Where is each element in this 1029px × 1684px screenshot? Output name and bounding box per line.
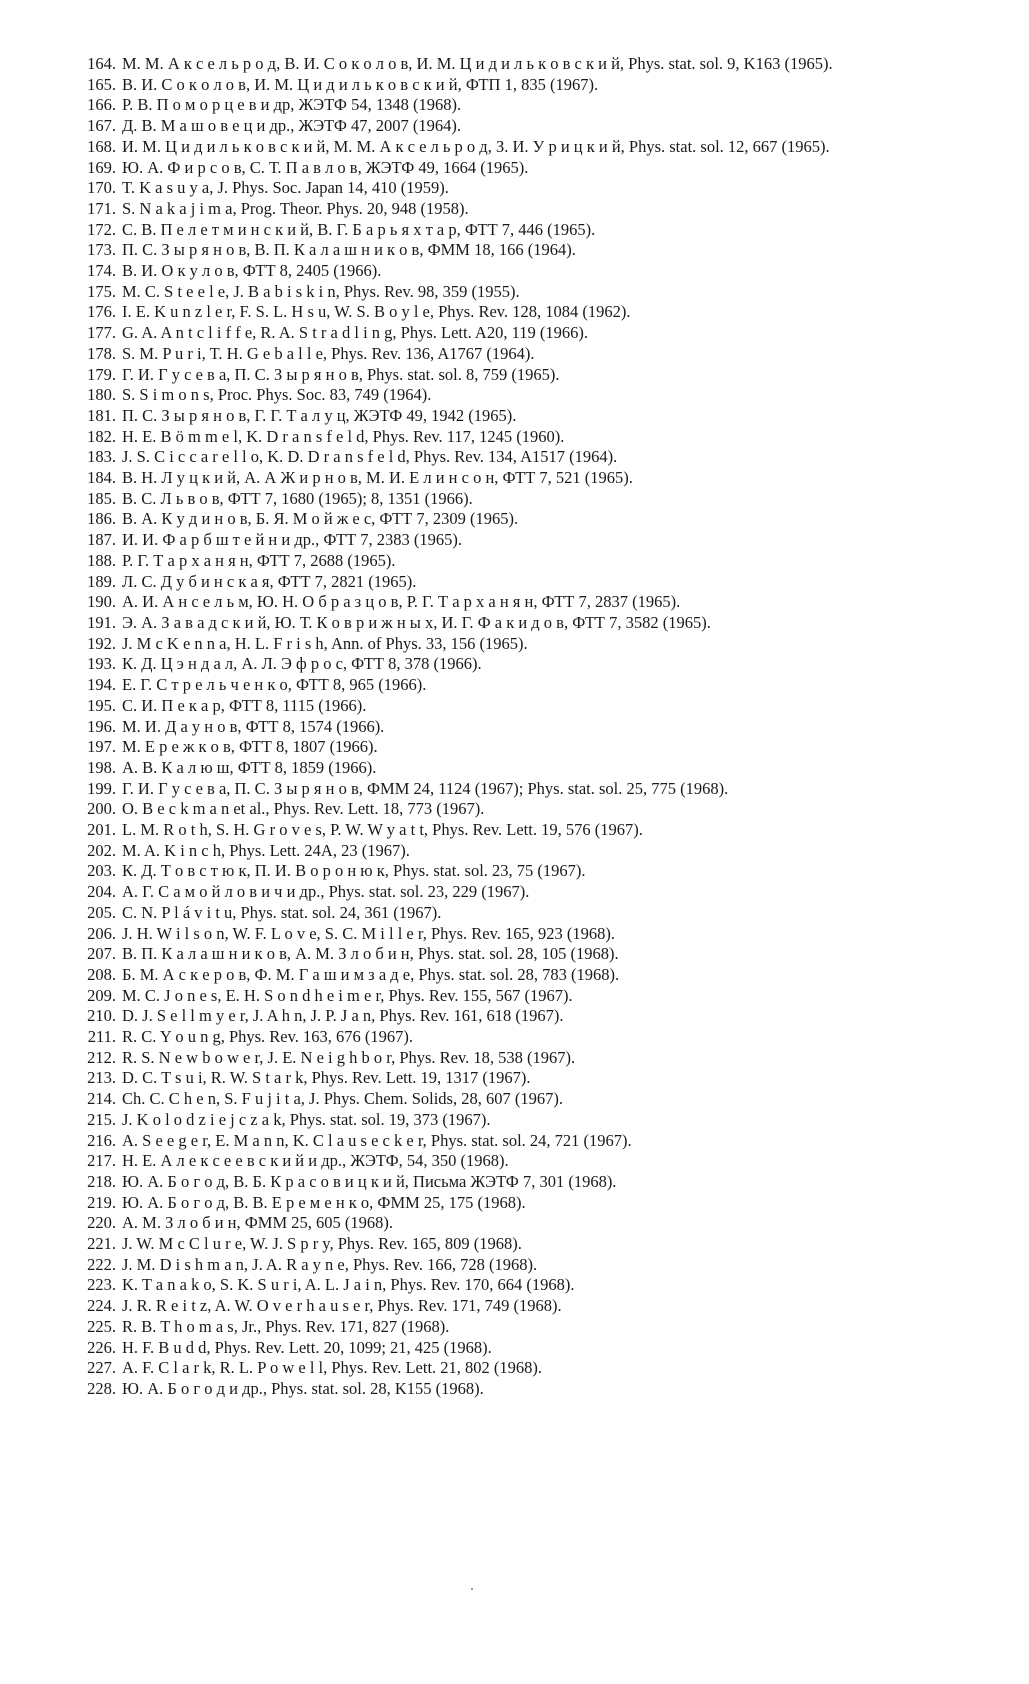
reference-number: 180.: [87, 385, 116, 405]
reference-text: L. M. R o t h, S. H. G r o v e s, P. W. W y a t t, Phys. Rev. Lett. 19, 576 (1967).: [122, 820, 643, 840]
reference-list: [70, 54, 972, 1400]
reference-item: [70, 675, 972, 696]
reference-number: 173.: [87, 240, 116, 260]
reference-text: С. В. П е л е т м и н с к и й, В. Г. Б а р ь я х т а р, ФТТ 7, 446 (1965).: [122, 219, 596, 239]
reference-text: S. S i m o n s, Proc. Phys. Soc. 83, 749 (1964).: [122, 385, 432, 405]
reference-number: 224.: [87, 1296, 116, 1316]
reference-text: М. И. Д а у н о в, ФТТ 8, 1574 (1966).: [122, 716, 385, 736]
reference-number: 185.: [87, 488, 116, 508]
reference-item: [70, 779, 972, 800]
reference-number: 171.: [87, 198, 116, 218]
reference-number: 192.: [87, 633, 116, 653]
reference-number: 207.: [87, 944, 116, 964]
reference-text: Р. В. П о м о р ц е в и др, ЖЭТФ 54, 1348 (1968).: [122, 95, 462, 115]
reference-text: В. А. К у д и н о в, Б. Я. М о й ж е с, ФТТ 7, 2309 (1965).: [122, 509, 519, 529]
reference-number: 176.: [87, 302, 116, 322]
reference-text: D. C. T s u i, R. W. S t a r k, Phys. Rev. Lett. 19, 1317 (1967).: [122, 1068, 531, 1088]
reference-text: K. T a n a k o, S. K. S u r i, A. L. J a i n, Phys. Rev. 170, 664 (1968).: [122, 1275, 575, 1295]
reference-text: O. B e c k m a n et al., Phys. Rev. Lett. 18, 773 (1967).: [122, 799, 485, 819]
reference-text: Ch. C. C h e n, S. F u j i t a, J. Phys. Chem. Solids, 28, 607 (1967).: [122, 1089, 563, 1109]
reference-number: 199.: [87, 778, 116, 798]
reference-item: [70, 572, 972, 593]
reference-item: [70, 986, 972, 1007]
reference-text: J. W. M c C l u r e, W. J. S p r y, Phys. Rev. 165, 809 (1968).: [122, 1234, 522, 1254]
reference-text: C. N. P l á v i t u, Phys. stat. sol. 24, 361 (1967).: [122, 902, 442, 922]
reference-number: 174.: [87, 261, 116, 281]
reference-text: Ю. А. Б о г о д, В. В. Е р е м е н к о, ФММ 25, 175 (1968).: [122, 1192, 526, 1212]
reference-item: [70, 696, 972, 717]
reference-text: Ю. А. Ф и р с о в, С. Т. П а в л о в, ЖЭТФ 49, 1664 (1965).: [122, 157, 529, 177]
reference-text: И. М. Ц и д и л ь к о в с к и й, М. М. А к с е л ь р о д, З. И. У р и ц к и й, Phys. stat. sol. 12, 667 (1965).: [122, 136, 830, 156]
reference-number: 178.: [87, 343, 116, 363]
reference-number: 198.: [87, 757, 116, 777]
reference-item: [70, 551, 972, 572]
reference-text: Е. Г. С т р е л ь ч е н к о, ФТТ 8, 965 (1966).: [122, 675, 427, 695]
reference-text: Ю. А. Б о г о д и др., Phys. stat. sol. 28, K155 (1968).: [122, 1379, 484, 1398]
reference-item: [70, 861, 972, 882]
reference-number: 228.: [87, 1379, 116, 1398]
reference-item: [70, 427, 972, 448]
reference-number: 168.: [87, 136, 116, 156]
reference-item: [70, 1255, 972, 1276]
reference-text: П. С. З ы р я н о в, В. П. К а л а ш н и к о в, ФММ 18, 166 (1964).: [122, 240, 576, 260]
reference-text: Г. И. Г у с е в а, П. С. З ы р я н о в, ФММ 24, 1124 (1967); Phys. stat. sol. 25, 775 (1968).: [122, 778, 729, 798]
reference-item: [70, 1193, 972, 1214]
reference-number: 190.: [87, 592, 116, 612]
reference-number: 217.: [87, 1151, 116, 1171]
reference-text: J. H. W i l s o n, W. F. L o v e, S. C. M i l l e r, Phys. Rev. 165, 923 (1968).: [122, 923, 616, 943]
reference-item: [70, 468, 972, 489]
reference-number: 175.: [87, 281, 116, 301]
reference-item: [70, 509, 972, 530]
reference-number: 214.: [87, 1089, 116, 1109]
reference-number: 212.: [87, 1047, 116, 1067]
reference-item: [70, 965, 972, 986]
reference-text: H. E. B ö m m e l, K. D r a n s f e l d, Phys. Rev. 117, 1245 (1960).: [122, 426, 565, 446]
reference-text: A. F. C l a r k, R. L. P o w e l l, Phys. Rev. Lett. 21, 802 (1968).: [122, 1358, 543, 1378]
reference-item: [70, 654, 972, 675]
reference-text: Э. А. З а в а д с к и й, Ю. Т. К о в р и ж н ы х, И. Г. Ф а к и д о в, ФТТ 7, 3582 (1965).: [122, 612, 711, 632]
reference-item: [70, 1048, 972, 1069]
reference-item: [70, 1131, 972, 1152]
reference-item: [70, 799, 972, 820]
reference-item: [70, 75, 972, 96]
reference-item: [70, 944, 972, 965]
reference-item: [70, 95, 972, 116]
reference-number: 182.: [87, 426, 116, 446]
reference-item: [70, 302, 972, 323]
reference-item: [70, 1172, 972, 1193]
reference-number: 164.: [87, 54, 116, 73]
reference-number: 206.: [87, 923, 116, 943]
reference-text: К. Д. Ц э н д а л, А. Л. Э ф р о с, ФТТ 8, 378 (1966).: [122, 654, 482, 674]
reference-item: [70, 1068, 972, 1089]
reference-number: 170.: [87, 178, 116, 198]
reference-item: [70, 1234, 972, 1255]
reference-item: [70, 158, 972, 179]
reference-item: [70, 1110, 972, 1131]
reference-number: 169.: [87, 157, 116, 177]
reference-text: Л. С. Д у б и н с к а я, ФТТ 7, 2821 (1965).: [122, 571, 417, 591]
reference-number: 223.: [87, 1275, 116, 1295]
reference-item: [70, 54, 972, 75]
reference-text: С. И. П е к а р, ФТТ 8, 1115 (1966).: [122, 695, 367, 715]
reference-item: [70, 489, 972, 510]
reference-text: D. J. S e l l m y e r, J. A h n, J. P. J a n, Phys. Rev. 161, 618 (1967).: [122, 1006, 564, 1026]
reference-number: 187.: [87, 530, 116, 550]
reference-text: М. М. А к с е л ь р о д, В. И. С о к о л о в, И. М. Ц и д и л ь к о в с к и й, Phys. stat. sol. 9, K163 (1965).: [122, 54, 833, 73]
reference-number: 194.: [87, 675, 116, 695]
reference-text: Р. Г. Т а р х а н я н, ФТТ 7, 2688 (1965).: [122, 550, 396, 570]
reference-number: 226.: [87, 1337, 116, 1357]
reference-number: 210.: [87, 1006, 116, 1026]
reference-item: [70, 1027, 972, 1048]
reference-text: M. C. J o n e s, E. H. S o n d h e i m e r, Phys. Rev. 155, 567 (1967).: [122, 985, 573, 1005]
reference-number: 188.: [87, 550, 116, 570]
reference-number: 172.: [87, 219, 116, 239]
reference-number: 213.: [87, 1068, 116, 1088]
reference-text: А. М. З л о б и н, ФММ 25, 605 (1968).: [122, 1213, 394, 1233]
page-mark: [471, 1588, 473, 1590]
reference-number: 186.: [87, 509, 116, 529]
reference-text: Ю. А. Б о г о д, В. Б. К р а с о в и ц к и й, Письма ЖЭТФ 7, 301 (1968).: [122, 1171, 617, 1191]
reference-item: [70, 841, 972, 862]
reference-number: 193.: [87, 654, 116, 674]
reference-number: 218.: [87, 1171, 116, 1191]
reference-text: А. В. К а л ю ш, ФТТ 8, 1859 (1966).: [122, 757, 377, 777]
reference-text: М. Е р е ж к о в, ФТТ 8, 1807 (1966).: [122, 737, 378, 757]
reference-item: [70, 1296, 972, 1317]
reference-item: [70, 323, 972, 344]
reference-number: 183.: [87, 447, 116, 467]
reference-text: J. K o l o d z i e j c z a k, Phys. stat. sol. 19, 373 (1967).: [122, 1109, 491, 1129]
reference-item: [70, 344, 972, 365]
reference-text: В. И. С о к о л о в, И. М. Ц и д и л ь к о в с к и й, ФТП 1, 835 (1967).: [122, 74, 599, 94]
reference-number: 165.: [87, 74, 116, 94]
reference-number: 181.: [87, 405, 116, 425]
reference-item: [70, 116, 972, 137]
reference-number: 222.: [87, 1254, 116, 1274]
reference-number: 167.: [87, 116, 116, 136]
reference-text: M. A. K i n c h, Phys. Lett. 24A, 23 (1967).: [122, 840, 410, 860]
reference-item: [70, 385, 972, 406]
reference-item: [70, 820, 972, 841]
reference-number: 195.: [87, 695, 116, 715]
reference-text: T. K a s u y a, J. Phys. Soc. Japan 14, 410 (1959).: [122, 178, 449, 198]
reference-item: [70, 1089, 972, 1110]
reference-item: [70, 903, 972, 924]
reference-item: [70, 737, 972, 758]
reference-text: В. И. О к у л о в, ФТТ 8, 2405 (1966).: [122, 261, 382, 281]
reference-number: 200.: [87, 799, 116, 819]
reference-text: А. Г. С а м о й л о в и ч и др., Phys. stat. sol. 23, 229 (1967).: [122, 882, 530, 902]
reference-number: 216.: [87, 1130, 116, 1150]
reference-number: 189.: [87, 571, 116, 591]
reference-text: В. Н. Л у ц к и й, А. А Ж и р н о в, М. И. Е л и н с о н, ФТТ 7, 521 (1965).: [122, 468, 633, 488]
reference-number: 205.: [87, 902, 116, 922]
reference-number: 177.: [87, 323, 116, 343]
reference-number: 208.: [87, 964, 116, 984]
reference-item: [70, 406, 972, 427]
reference-number: 219.: [87, 1192, 116, 1212]
reference-text: Н. Е. А л е к с е е в с к и й и др., ЖЭТФ, 54, 350 (1968).: [122, 1151, 509, 1171]
reference-text: В. П. К а л а ш н и к о в, А. М. З л о б и н, Phys. stat. sol. 28, 105 (1968).: [122, 944, 619, 964]
reference-item: [70, 365, 972, 386]
reference-text: J. M c K e n n a, H. L. F r i s h, Ann. of Phys. 33, 156 (1965).: [122, 633, 528, 653]
reference-text: S. N a k a j i m a, Prog. Theor. Phys. 20, 948 (1958).: [122, 198, 469, 218]
reference-number: 166.: [87, 95, 116, 115]
reference-item: [70, 530, 972, 551]
reference-text: Б. М. А с к е р о в, Ф. М. Г а ш и м з а д е, Phys. stat. sol. 28, 783 (1968).: [122, 964, 620, 984]
reference-number: 221.: [87, 1234, 116, 1254]
reference-item: [70, 882, 972, 903]
reference-item: [70, 758, 972, 779]
reference-item: [70, 592, 972, 613]
reference-item: [70, 1151, 972, 1172]
reference-text: H. F. B u d d, Phys. Rev. Lett. 20, 1099; 21, 425 (1968).: [122, 1337, 492, 1357]
reference-item: [70, 1275, 972, 1296]
reference-text: И. И. Ф а р б ш т е й н и др., ФТТ 7, 2383 (1965).: [122, 530, 462, 550]
reference-item: [70, 924, 972, 945]
reference-text: К. Д. Т о в с т ю к, П. И. В о р о н ю к, Phys. stat. sol. 23, 75 (1967).: [122, 861, 586, 881]
reference-item: [70, 1338, 972, 1359]
reference-item: [70, 220, 972, 241]
reference-item: [70, 1006, 972, 1027]
reference-item: [70, 1379, 972, 1400]
reference-number: 227.: [87, 1358, 116, 1378]
reference-number: 184.: [87, 468, 116, 488]
reference-number: 196.: [87, 716, 116, 736]
reference-text: R. B. T h o m a s, Jr., Phys. Rev. 171, 827 (1968).: [122, 1316, 450, 1336]
reference-number: 202.: [87, 840, 116, 860]
reference-text: I. E. K u n z l e r, F. S. L. H s u, W. S. B o y l e, Phys. Rev. 128, 1084 (1962).: [122, 302, 631, 322]
reference-item: [70, 240, 972, 261]
reference-number: 209.: [87, 985, 116, 1005]
reference-text: R. S. N e w b o w e r, J. E. N e i g h b o r, Phys. Rev. 18, 538 (1967).: [122, 1047, 576, 1067]
reference-item: [70, 1317, 972, 1338]
reference-text: В. С. Л ь в о в, ФТТ 7, 1680 (1965); 8, 1351 (1966).: [122, 488, 473, 508]
reference-text: R. C. Y o u n g, Phys. Rev. 163, 676 (1967).: [122, 1027, 414, 1047]
reference-text: А. И. А н с е л ь м, Ю. Н. О б р а з ц о в, Р. Г. Т а р х а н я н, ФТТ 7, 2837 (1965).: [122, 592, 681, 612]
reference-text: A. S e e g e r, E. M a n n, K. C l a u s e c k e r, Phys. stat. sol. 24, 721 (1967).: [122, 1130, 632, 1150]
reference-text: S. M. P u r i, T. H. G e b a l l e, Phys. Rev. 136, A1767 (1964).: [122, 343, 535, 363]
reference-number: 211.: [87, 1027, 116, 1047]
reference-number: 201.: [87, 820, 116, 840]
reference-item: [70, 1358, 972, 1379]
reference-number: 215.: [87, 1109, 116, 1129]
reference-item: [70, 1213, 972, 1234]
reference-number: 197.: [87, 737, 116, 757]
reference-item: [70, 634, 972, 655]
reference-item: [70, 613, 972, 634]
reference-item: [70, 178, 972, 199]
reference-item: [70, 717, 972, 738]
reference-item: [70, 282, 972, 303]
reference-text: П. С. З ы р я н о в, Г. Г. Т а л у ц, ЖЭТФ 49, 1942 (1965).: [122, 405, 517, 425]
reference-number: 204.: [87, 882, 116, 902]
reference-text: J. S. C i c c a r e l l o, K. D. D r a n s f e l d, Phys. Rev. 134, A1517 (1964).: [122, 447, 618, 467]
reference-number: 225.: [87, 1316, 116, 1336]
reference-number: 191.: [87, 612, 116, 632]
reference-item: [70, 199, 972, 220]
reference-text: J. R. R e i t z, A. W. O v e r h a u s e r, Phys. Rev. 171, 749 (1968).: [122, 1296, 562, 1316]
reference-item: [70, 137, 972, 158]
reference-text: M. C. S t e e l e, J. B a b i s k i n, Phys. Rev. 98, 359 (1955).: [122, 281, 520, 301]
reference-text: Г. И. Г у с е в а, П. С. З ы р я н о в, Phys. stat. sol. 8, 759 (1965).: [122, 364, 560, 384]
reference-number: 179.: [87, 364, 116, 384]
reference-item: [70, 261, 972, 282]
reference-number: 220.: [87, 1213, 116, 1233]
reference-text: G. A. A n t c l i f f e, R. A. S t r a d l i n g, Phys. Lett. A20, 119 (1966).: [122, 323, 588, 343]
reference-text: J. M. D i s h m a n, J. A. R a y n e, Phys. Rev. 166, 728 (1968).: [122, 1254, 538, 1274]
reference-text: Д. В. М а ш о в е ц и др., ЖЭТФ 47, 2007 (1964).: [122, 116, 462, 136]
reference-item: [70, 447, 972, 468]
reference-number: 203.: [87, 861, 116, 881]
